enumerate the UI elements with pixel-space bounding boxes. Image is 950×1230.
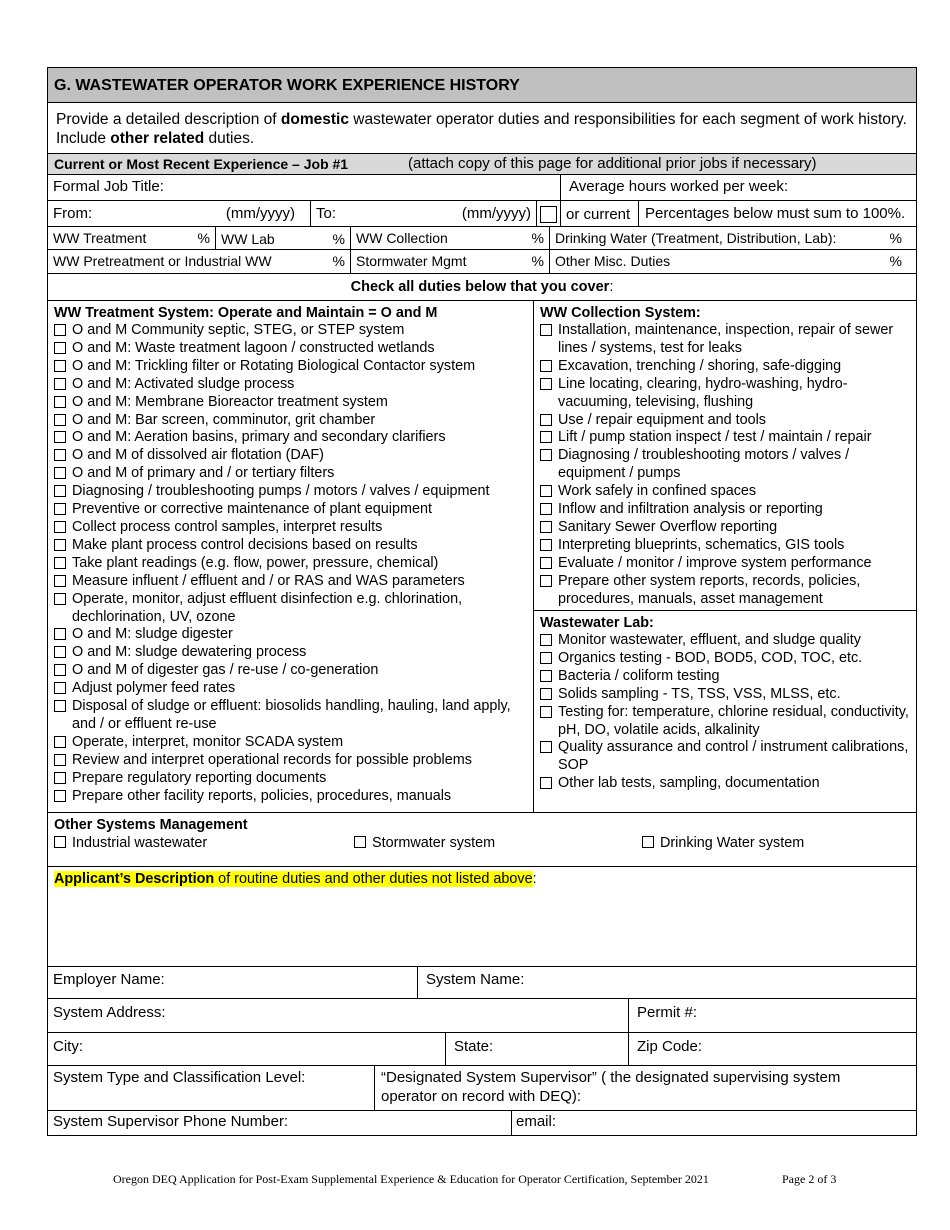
to-format: (mm/yyyy) bbox=[461, 205, 531, 222]
duty-checkbox[interactable] bbox=[54, 360, 66, 372]
drinking-water-pct[interactable] bbox=[549, 227, 916, 249]
duty-item[interactable] bbox=[540, 555, 910, 573]
duty-label: Prepare regulatory reporting documents bbox=[72, 769, 327, 786]
duty-label: Take plant readings (e.g. flow, power, pressure, chemical) bbox=[72, 554, 439, 571]
duty-item[interactable] bbox=[54, 519, 527, 537]
city-row bbox=[48, 1033, 916, 1066]
duty-label: Quality assurance and control / instrument calibrations, SOP bbox=[558, 739, 909, 774]
experience-form bbox=[47, 67, 917, 1136]
duty-checkbox[interactable] bbox=[54, 503, 66, 515]
employer-name-label: Employer Name: bbox=[53, 971, 165, 988]
duty-item[interactable] bbox=[54, 376, 527, 394]
pct-sign: % bbox=[889, 230, 902, 246]
other-misc-label: Other Misc. Duties bbox=[555, 253, 671, 269]
employer-name-field[interactable] bbox=[48, 967, 417, 998]
duty-label: Collect process control samples, interpret results bbox=[72, 518, 383, 535]
duty-checkbox[interactable] bbox=[540, 557, 552, 569]
ww-lab-label: WW Lab bbox=[221, 231, 275, 247]
duty-checkbox[interactable] bbox=[540, 575, 552, 587]
formal-job-title-field[interactable] bbox=[48, 175, 560, 200]
duty-checkbox[interactable] bbox=[54, 790, 66, 802]
duty-checkbox[interactable] bbox=[54, 754, 66, 766]
duty-checkbox[interactable] bbox=[540, 539, 552, 551]
duty-checkbox[interactable] bbox=[540, 414, 552, 426]
duty-checkbox[interactable] bbox=[54, 736, 66, 748]
industrial-option[interactable] bbox=[54, 834, 354, 852]
pct-sign: % bbox=[889, 253, 902, 269]
duty-label: Solids sampling - TS, TSS, VSS, MLSS, etc. bbox=[558, 685, 841, 702]
drinking-water-label: Drinking Water (Treatment, Distribution, Lab): bbox=[555, 230, 837, 246]
phone-label: System Supervisor Phone Number: bbox=[53, 1113, 289, 1130]
dss-field[interactable] bbox=[374, 1066, 916, 1110]
duty-item[interactable] bbox=[54, 626, 527, 644]
industrial-checkbox[interactable] bbox=[54, 836, 66, 848]
drinking-water-system-label: Drinking Water system bbox=[660, 835, 805, 851]
duty-item[interactable] bbox=[540, 650, 910, 668]
duty-item[interactable] bbox=[54, 483, 527, 501]
collection-title: WW Collection System: bbox=[540, 305, 701, 321]
phone-field[interactable] bbox=[48, 1111, 511, 1135]
duty-label: Diagnosing / troubleshooting motors / valves / equipment / pumps bbox=[558, 447, 850, 482]
duty-item[interactable] bbox=[540, 429, 910, 447]
formal-job-title-label: Formal Job Title: bbox=[53, 178, 164, 195]
duty-label: Prepare other facility reports, policies, procedures, manuals bbox=[72, 787, 452, 804]
duty-label: Prepare other system reports, records, policies, procedures, manuals, asset management bbox=[558, 572, 861, 607]
city-label: City: bbox=[53, 1038, 83, 1055]
duty-checkbox[interactable] bbox=[540, 378, 552, 390]
duty-item[interactable] bbox=[540, 447, 910, 483]
duty-label: O and M: sludge digester bbox=[72, 626, 233, 643]
duty-checkbox[interactable] bbox=[54, 772, 66, 784]
duty-checkbox[interactable] bbox=[540, 670, 552, 682]
zip-label: Zip Code: bbox=[637, 1038, 703, 1055]
applicant-bold: Applicant’s Description bbox=[54, 871, 215, 887]
duty-item[interactable] bbox=[54, 340, 527, 358]
duty-item[interactable] bbox=[54, 662, 527, 680]
intro-mid: wastewater operator duties and responsibilities for each segment of work history. Include bbox=[56, 111, 907, 147]
other-systems-section bbox=[48, 813, 916, 867]
duty-item[interactable] bbox=[540, 739, 910, 775]
duty-item[interactable] bbox=[540, 686, 910, 704]
duty-checkbox[interactable] bbox=[54, 539, 66, 551]
duty-checkbox[interactable] bbox=[540, 741, 552, 753]
stormwater-checkbox[interactable] bbox=[354, 836, 366, 848]
pct-sign: % bbox=[332, 231, 345, 247]
duty-checkbox[interactable] bbox=[54, 593, 66, 605]
system-address-label: System Address: bbox=[53, 1004, 166, 1021]
duty-item[interactable] bbox=[54, 644, 527, 662]
state-field[interactable] bbox=[445, 1033, 628, 1065]
duty-item[interactable] bbox=[54, 429, 527, 447]
collection-block bbox=[534, 301, 916, 611]
other-systems-options bbox=[54, 834, 910, 852]
check-all-text: Check all duties below that you cover bbox=[350, 279, 610, 295]
ww-collection-pct[interactable] bbox=[350, 227, 549, 249]
lab-block bbox=[534, 611, 916, 812]
duty-label: Operate, interpret, monitor SCADA system bbox=[72, 733, 344, 750]
duty-label: Sanitary Sewer Overflow reporting bbox=[558, 518, 778, 535]
city-field[interactable] bbox=[48, 1033, 445, 1065]
dss-label: “Designated System Supervisor” ( the designated supervising system operator on record with DEQ): bbox=[381, 1069, 841, 1105]
section-title: G. WASTEWATER OPERATOR WORK EXPERIENCE HISTORY bbox=[48, 68, 916, 103]
from-format: (mm/yyyy) bbox=[225, 205, 295, 222]
pct-sign: % bbox=[197, 230, 210, 246]
duty-item[interactable] bbox=[540, 322, 910, 358]
email-field[interactable] bbox=[511, 1111, 916, 1135]
duty-item[interactable] bbox=[540, 537, 910, 555]
duty-label: O and M: Bar screen, comminutor, grit chamber bbox=[72, 411, 376, 428]
ww-treatment-label: WW Treatment bbox=[53, 230, 147, 246]
duty-item[interactable] bbox=[54, 447, 527, 465]
treatment-title: WW Treatment System: Operate and Maintain = O and M bbox=[54, 305, 438, 321]
system-name-label: System Name: bbox=[426, 971, 525, 988]
avg-hours-field[interactable] bbox=[560, 175, 916, 200]
duty-checkbox[interactable] bbox=[540, 503, 552, 515]
duty-label: O and M: sludge dewatering process bbox=[72, 644, 307, 661]
check-all-heading bbox=[48, 274, 916, 301]
applicant-rest: of routine duties and other duties not listed above bbox=[214, 871, 533, 887]
duty-item[interactable] bbox=[54, 537, 527, 555]
duty-checkbox[interactable] bbox=[54, 575, 66, 587]
right-column bbox=[533, 301, 916, 812]
system-name-field[interactable] bbox=[417, 967, 916, 998]
duty-checkbox[interactable] bbox=[54, 431, 66, 443]
job-header-note: (attach copy of this page for additional prior jobs if necessary) bbox=[408, 155, 817, 172]
duty-label: Other lab tests, sampling, documentation bbox=[558, 775, 820, 792]
treatment-list bbox=[54, 322, 527, 805]
intro-bold-domestic: domestic bbox=[280, 111, 349, 128]
duty-item[interactable] bbox=[54, 752, 527, 770]
duty-label: Lift / pump station inspect / test / maintain / repair bbox=[558, 429, 872, 446]
dates-row bbox=[48, 201, 916, 227]
duty-label: O and M of primary and / or tertiary filters bbox=[72, 465, 335, 482]
system-type-row bbox=[48, 1066, 916, 1111]
duty-item[interactable] bbox=[54, 358, 527, 376]
system-type-field[interactable] bbox=[48, 1066, 374, 1110]
duty-item[interactable] bbox=[540, 501, 910, 519]
duty-label: Diagnosing / troubleshooting pumps / motors / valves / equipment bbox=[72, 483, 490, 500]
duty-checkbox[interactable] bbox=[540, 652, 552, 664]
footer-text: Oregon DEQ Application for Post-Exam Supplemental Experience & Education for Operator Certification, September 2021 bbox=[113, 1172, 709, 1186]
collection-list bbox=[540, 322, 910, 609]
duties-section bbox=[48, 301, 916, 813]
ww-treatment-pct[interactable] bbox=[48, 227, 215, 249]
duty-label: O and M: Waste treatment lagoon / constructed wetlands bbox=[72, 339, 435, 356]
duty-checkbox[interactable] bbox=[540, 485, 552, 497]
duty-item[interactable] bbox=[540, 704, 910, 740]
stormwater-system-label: Stormwater system bbox=[372, 835, 496, 851]
permit-label: Permit #: bbox=[637, 1004, 698, 1021]
duty-checkbox[interactable] bbox=[54, 396, 66, 408]
duty-checkbox[interactable] bbox=[540, 777, 552, 789]
duty-label: Excavation, trenching / shoring, safe-digging bbox=[558, 357, 842, 374]
duty-item[interactable] bbox=[54, 734, 527, 752]
duty-checkbox[interactable] bbox=[54, 646, 66, 658]
duty-item[interactable] bbox=[54, 573, 527, 591]
duty-checkbox[interactable] bbox=[540, 449, 552, 461]
duty-label: Monitor wastewater, effluent, and sludge quality bbox=[558, 632, 861, 648]
duty-item[interactable] bbox=[540, 632, 910, 650]
other-misc-pct[interactable] bbox=[549, 250, 916, 273]
pct-sign: % bbox=[531, 253, 544, 269]
duty-checkbox[interactable] bbox=[54, 467, 66, 479]
duty-label: Use / repair equipment and tools bbox=[558, 411, 766, 428]
duty-item[interactable] bbox=[54, 465, 527, 483]
duty-checkbox[interactable] bbox=[54, 485, 66, 497]
pct-row-1 bbox=[48, 227, 916, 250]
applicant-description-area[interactable] bbox=[48, 867, 916, 967]
duty-checkbox[interactable] bbox=[540, 688, 552, 700]
duty-label: Organics testing - BOD, BOD5, COD, TOC, etc. bbox=[558, 649, 863, 666]
duty-checkbox[interactable] bbox=[54, 557, 66, 569]
duty-item[interactable] bbox=[540, 376, 910, 412]
lab-list bbox=[540, 632, 910, 793]
job-title-row bbox=[48, 175, 916, 201]
duty-checkbox[interactable] bbox=[54, 324, 66, 336]
duty-label: Measure influent / effluent and / or RAS and WAS parameters bbox=[72, 572, 465, 589]
duty-label: Preventive or corrective maintenance of plant equipment bbox=[72, 501, 432, 518]
duty-item[interactable] bbox=[54, 501, 527, 519]
employer-row bbox=[48, 967, 916, 999]
duty-label: Inflow and infiltration analysis or reporting bbox=[558, 501, 823, 518]
applicant-colon: : bbox=[532, 871, 537, 887]
duty-label: Work safely in confined spaces bbox=[558, 483, 757, 500]
permit-field[interactable] bbox=[628, 999, 916, 1032]
duty-checkbox[interactable] bbox=[54, 682, 66, 694]
stormwater-pct[interactable] bbox=[350, 250, 549, 273]
duty-label: Bacteria / coliform testing bbox=[558, 667, 720, 684]
duty-checkbox[interactable] bbox=[540, 431, 552, 443]
drinking-option[interactable] bbox=[642, 834, 804, 852]
stormwater-label: Stormwater Mgmt bbox=[356, 253, 467, 269]
duty-label: O and M Community septic, STEG, or STEP system bbox=[72, 322, 405, 338]
duty-checkbox[interactable] bbox=[54, 342, 66, 354]
duty-item[interactable] bbox=[54, 698, 527, 734]
lab-title: Wastewater Lab: bbox=[540, 615, 654, 631]
duty-checkbox[interactable] bbox=[54, 664, 66, 676]
duty-checkbox[interactable] bbox=[540, 360, 552, 372]
duty-label: Disposal of sludge or effluent: biosolids handling, hauling, land apply, and / or effluent re-use bbox=[72, 698, 511, 732]
duty-label: O and M: Aeration basins, primary and secondary clarifiers bbox=[72, 429, 446, 446]
check-all-colon: : bbox=[609, 279, 614, 295]
email-label: email: bbox=[516, 1113, 557, 1130]
duty-item[interactable] bbox=[540, 668, 910, 686]
duty-checkbox[interactable] bbox=[540, 521, 552, 533]
applicant-description-label bbox=[54, 871, 533, 887]
duty-checkbox[interactable] bbox=[540, 706, 552, 718]
duty-label: Interpreting blueprints, schematics, GIS tools bbox=[558, 536, 845, 553]
duty-item[interactable] bbox=[54, 770, 527, 788]
industrial-label: Industrial wastewater bbox=[72, 835, 208, 851]
duty-item[interactable] bbox=[54, 680, 527, 698]
duty-checkbox[interactable] bbox=[540, 634, 552, 646]
duty-checkbox[interactable] bbox=[54, 449, 66, 461]
phone-row bbox=[48, 1111, 916, 1135]
avg-hours-label: Average hours worked per week: bbox=[569, 178, 789, 195]
intro-pre: Provide a detailed description of bbox=[56, 111, 281, 128]
pretreatment-label: WW Pretreatment or Industrial WW bbox=[53, 253, 272, 269]
pct-sign: % bbox=[531, 230, 544, 246]
duty-label: O and M: Activated sludge process bbox=[72, 375, 295, 392]
duty-item[interactable] bbox=[54, 322, 527, 340]
duty-label: Operate, monitor, adjust effluent disinfection e.g. chlorination, dechlorination, UV, ozone bbox=[72, 590, 463, 625]
address-row bbox=[48, 999, 916, 1033]
duty-label: Evaluate / monitor / improve system performance bbox=[558, 554, 872, 571]
duty-checkbox[interactable] bbox=[540, 324, 552, 336]
current-checkbox-cell bbox=[536, 201, 560, 226]
duty-item[interactable] bbox=[54, 788, 527, 806]
treatment-column bbox=[48, 301, 533, 812]
or-current-checkbox[interactable] bbox=[540, 206, 557, 223]
duty-item[interactable] bbox=[540, 483, 910, 501]
system-type-label: System Type and Classification Level: bbox=[53, 1069, 306, 1086]
pct-row-2 bbox=[48, 250, 916, 274]
job-header-label: Current or Most Recent Experience – Job #1 bbox=[54, 156, 349, 172]
duty-label: Line locating, clearing, hydro-washing, hydro-vacuuming, televising, flushing bbox=[558, 375, 848, 410]
drinking-water-checkbox[interactable] bbox=[642, 836, 654, 848]
duty-label: O and M: Membrane Bioreactor treatment system bbox=[72, 393, 388, 410]
duty-checkbox[interactable] bbox=[54, 414, 66, 426]
duty-item[interactable] bbox=[540, 358, 910, 376]
other-systems-title: Other Systems Management bbox=[54, 817, 248, 833]
duty-item[interactable] bbox=[540, 573, 910, 609]
page-number: Page 2 of 3 bbox=[782, 1172, 837, 1186]
duty-label: Make plant process control decisions based on results bbox=[72, 536, 418, 553]
duty-label: O and M of digester gas / re-use / co-generation bbox=[72, 662, 379, 679]
duty-item[interactable] bbox=[540, 412, 910, 430]
duty-item[interactable] bbox=[54, 555, 527, 573]
pct-sign: % bbox=[332, 253, 345, 269]
duty-checkbox[interactable] bbox=[54, 521, 66, 533]
duty-label: Testing for: temperature, chlorine residual, conductivity, pH, DO, volatile acids, alkalinity bbox=[558, 703, 909, 738]
intro-bold-other: other related bbox=[110, 130, 205, 147]
from-date-field[interactable] bbox=[48, 201, 310, 226]
duty-label: Review and interpret operational records for possible problems bbox=[72, 751, 472, 768]
percentages-note: Percentages below must sum to 100%. bbox=[638, 201, 916, 226]
job-header bbox=[48, 154, 916, 175]
duty-checkbox[interactable] bbox=[54, 628, 66, 640]
to-date-field[interactable] bbox=[310, 201, 536, 226]
or-current-label: or current bbox=[560, 201, 638, 226]
duty-label: Adjust polymer feed rates bbox=[72, 680, 236, 697]
ww-collection-label: WW Collection bbox=[356, 230, 448, 246]
duty-checkbox[interactable] bbox=[54, 700, 66, 712]
duty-label: Installation, maintenance, inspection, repair of sewer lines / systems, test for leaks bbox=[558, 322, 894, 356]
state-label: State: bbox=[454, 1038, 494, 1055]
duty-item[interactable] bbox=[54, 412, 527, 430]
duty-item[interactable] bbox=[54, 591, 527, 627]
system-address-field[interactable] bbox=[48, 999, 628, 1032]
duty-item[interactable] bbox=[540, 775, 910, 793]
duty-label: O and M of dissolved air flotation (DAF) bbox=[72, 447, 324, 464]
zip-field[interactable] bbox=[628, 1033, 916, 1065]
duty-checkbox[interactable] bbox=[54, 378, 66, 390]
duty-label: O and M: Trickling filter or Rotating Biological Contactor system bbox=[72, 357, 476, 374]
to-label: To: bbox=[316, 205, 337, 222]
from-label: From: bbox=[53, 205, 93, 222]
duty-item[interactable] bbox=[54, 394, 527, 412]
duty-item[interactable] bbox=[540, 519, 910, 537]
pretreatment-pct[interactable] bbox=[48, 250, 350, 273]
intro-post: duties. bbox=[204, 130, 255, 147]
stormwater-option[interactable] bbox=[354, 834, 642, 852]
ww-lab-pct[interactable] bbox=[215, 227, 350, 249]
intro-text bbox=[48, 103, 916, 154]
